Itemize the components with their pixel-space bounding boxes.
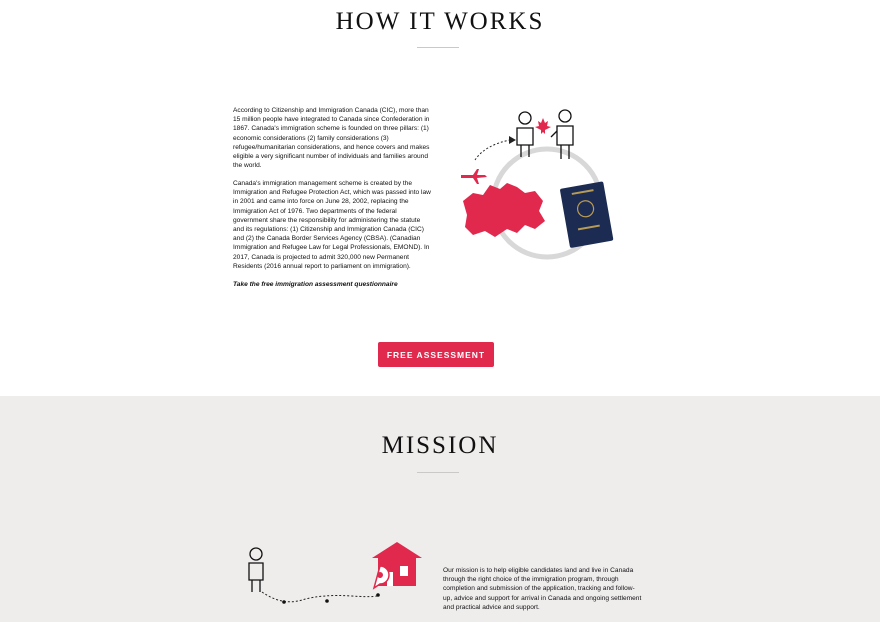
arrow-icon xyxy=(509,136,516,144)
plane-icon xyxy=(461,169,487,184)
passport-icon xyxy=(560,181,614,248)
maple-leaf-icon xyxy=(535,118,551,134)
heading-divider xyxy=(417,472,459,473)
questionnaire-link[interactable]: Take the free immigration assessment questionnaire xyxy=(233,281,398,288)
path-dot xyxy=(282,600,286,604)
free-assessment-button[interactable]: FREE ASSESSMENT xyxy=(378,342,494,367)
how-it-works-heading: HOW IT WORKS xyxy=(335,8,545,35)
dashed-path xyxy=(262,592,378,602)
canada-map-icon xyxy=(463,183,545,237)
path-dot xyxy=(325,599,329,603)
immigration-illustration xyxy=(455,105,630,265)
person-icon xyxy=(249,548,263,592)
mission-heading: MISSION xyxy=(381,432,499,459)
mission-section xyxy=(0,396,880,622)
legislation-paragraph: Canada's immigration management scheme is created by the Immigration and Refugee Protection Act, which was passed into law in 2001 and came into force on June 28, 2002, replacing the Immigration Act of 1976. Two departments of the federal government share the responsibility for administering the statute and its regulations: (1) Citizenship and Immigration Canada (CIC) and (2) the Canada Border Services Agency (CBSA). (Canadian Immigration and Refugee Law for Legal Professionals, EMOND). In 2017, Canada is projected to admit 320,000 new Permanent Residents (2016 annual report to parliament on immigration). xyxy=(233,180,431,270)
heading-divider xyxy=(417,47,459,48)
mission-illustration xyxy=(242,538,427,610)
path-dot xyxy=(376,593,380,597)
intro-paragraph: According to Citizenship and Immigration Canada (CIC), more than 15 million people have integrated to Canada since Confederation in 1867. Canada's immigration scheme is founded on three pillars: (1) economic considerations (2) family considerations (3) refugee/humanitarian considerations, and hence covers and makes eligible a very significant number of individuals and families around the world. xyxy=(233,107,430,170)
dashed-path xyxy=(475,140,510,160)
mission-paragraph: Our mission is to help eligible candidates land and live in Canada through the right choice of the immigration program, through completion and submission of the application, tracking and follow-up, advice and support for arrival in Canada and ongoing settlement and practical advice and support. xyxy=(443,567,642,611)
